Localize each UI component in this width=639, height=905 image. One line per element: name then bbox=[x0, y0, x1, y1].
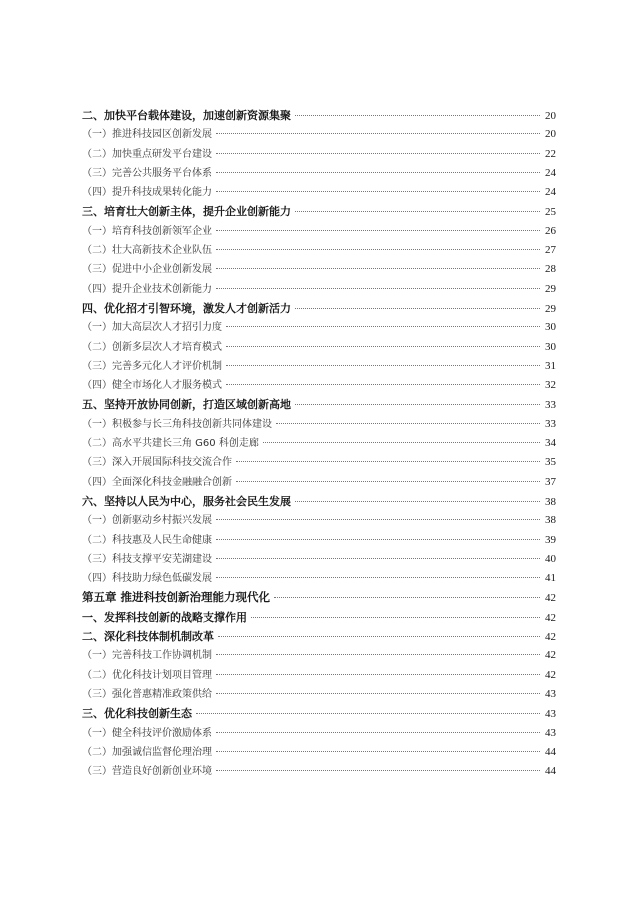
toc-entry-page-number: 32 bbox=[545, 379, 556, 392]
toc-entry-title: （二）科技惠及人民生命健康 bbox=[82, 534, 212, 546]
toc-entry-page-number: 42 bbox=[545, 631, 556, 644]
toc-entry-title: 二、深化科技体制机制改革 bbox=[82, 630, 214, 644]
toc-entry-page-number: 25 bbox=[545, 206, 556, 219]
toc-entry-page-number: 24 bbox=[545, 186, 556, 199]
toc-entry-page-number: 33 bbox=[545, 399, 556, 412]
toc-section-entry[interactable] bbox=[82, 395, 556, 414]
toc-entry-title: （二）高水平共建长三角 G60 科创走廊 bbox=[82, 438, 259, 450]
toc-entry-title: （三）完善多元化人才评价机制 bbox=[82, 360, 222, 372]
dot-leader bbox=[295, 501, 540, 502]
toc-subsection-entry[interactable] bbox=[82, 241, 556, 260]
dot-leader bbox=[216, 577, 540, 578]
toc-entry-title: （三）促进中小企业创新发展 bbox=[82, 264, 212, 276]
toc-entry-page-number: 42 bbox=[545, 668, 556, 681]
toc-entry-page-number: 39 bbox=[545, 533, 556, 546]
table-of-contents bbox=[82, 106, 556, 781]
toc-entry-title: （四）科技助力绿色低碳发展 bbox=[82, 573, 212, 585]
dot-leader bbox=[216, 539, 540, 540]
toc-entry-page-number: 35 bbox=[545, 456, 556, 469]
toc-subsection-entry[interactable] bbox=[82, 434, 556, 453]
dot-leader bbox=[216, 268, 540, 269]
toc-subsection-entry[interactable] bbox=[82, 125, 556, 144]
toc-entry-title: 三、优化科技创新生态 bbox=[82, 707, 192, 721]
toc-subsection-entry[interactable] bbox=[82, 280, 556, 299]
dot-leader bbox=[216, 249, 540, 250]
toc-entry-page-number: 20 bbox=[545, 110, 556, 122]
toc-entry-page-number: 20 bbox=[545, 128, 556, 141]
toc-entry-title: （三）科技支撑平安芜湖建设 bbox=[82, 553, 212, 565]
dot-leader bbox=[216, 288, 540, 289]
toc-entry-page-number: 26 bbox=[545, 224, 556, 237]
dot-leader bbox=[226, 326, 540, 327]
dot-leader bbox=[196, 713, 540, 714]
dot-leader bbox=[295, 211, 540, 212]
toc-subsection-entry[interactable] bbox=[82, 531, 556, 550]
toc-subsection-entry[interactable] bbox=[82, 569, 556, 588]
toc-entry-title: （三）营造良好创新创业环境 bbox=[82, 766, 212, 778]
toc-subsection-entry[interactable] bbox=[82, 473, 556, 492]
toc-entry-page-number: 33 bbox=[545, 417, 556, 430]
dot-leader bbox=[226, 365, 540, 366]
toc-entry-page-number: 34 bbox=[545, 437, 556, 450]
toc-entry-page-number: 42 bbox=[545, 611, 556, 624]
toc-entry-title: （一）推进科技园区创新发展 bbox=[82, 129, 212, 141]
toc-subsection-entry[interactable] bbox=[82, 511, 556, 530]
toc-entry-page-number: 43 bbox=[545, 687, 556, 700]
toc-entry-page-number: 29 bbox=[545, 282, 556, 295]
toc-entry-title: （一）创新驱动乡村振兴发展 bbox=[82, 515, 212, 527]
toc-subsection-entry[interactable] bbox=[82, 145, 556, 164]
dot-leader bbox=[295, 115, 540, 116]
toc-entry-page-number: 29 bbox=[545, 302, 556, 315]
dot-leader bbox=[216, 519, 540, 520]
toc-entry-title: （四）提升企业技术创新能力 bbox=[82, 283, 212, 295]
toc-subsection-entry[interactable] bbox=[82, 646, 556, 665]
toc-entry-title: 四、优化招才引智环境，激发人才创新活力 bbox=[82, 301, 291, 315]
toc-subsection-entry[interactable] bbox=[82, 357, 556, 376]
toc-entry-title: （三）强化普惠精准政策供给 bbox=[82, 688, 212, 700]
toc-entry-page-number: 41 bbox=[545, 572, 556, 585]
toc-entry-title: （一）积极参与长三角科技创新共同体建设 bbox=[82, 418, 272, 430]
toc-section-entry[interactable] bbox=[82, 106, 556, 125]
dot-leader bbox=[295, 404, 540, 405]
toc-entry-page-number: 44 bbox=[545, 745, 556, 758]
toc-section-entry[interactable] bbox=[82, 299, 556, 318]
dot-leader bbox=[216, 654, 540, 655]
toc-chapter-entry[interactable] bbox=[82, 588, 556, 607]
dot-leader bbox=[226, 346, 540, 347]
dot-leader bbox=[236, 461, 540, 462]
toc-entry-page-number: 42 bbox=[545, 649, 556, 662]
toc-entry-page-number: 37 bbox=[545, 475, 556, 488]
toc-entry-title: （四）全面深化科技金融融合创新 bbox=[82, 476, 232, 488]
dot-leader bbox=[216, 558, 540, 559]
toc-entry-title: （四）提升科技成果转化能力 bbox=[82, 187, 212, 199]
toc-entry-page-number: 38 bbox=[545, 495, 556, 508]
dot-leader bbox=[274, 597, 540, 598]
toc-entry-title: 六、坚持以人民为中心，服务社会民生发展 bbox=[82, 494, 291, 508]
dot-leader bbox=[216, 732, 540, 733]
toc-section-entry[interactable] bbox=[82, 627, 556, 646]
dot-leader bbox=[295, 308, 540, 309]
dot-leader bbox=[216, 770, 540, 771]
toc-entry-page-number: 22 bbox=[545, 147, 556, 160]
dot-leader bbox=[218, 636, 540, 637]
dot-leader bbox=[216, 693, 540, 694]
toc-entry-title: 五、坚持开放协同创新，打造区域创新高地 bbox=[82, 398, 291, 412]
dot-leader bbox=[236, 481, 540, 482]
dot-leader bbox=[216, 153, 540, 154]
dot-leader bbox=[216, 172, 540, 173]
toc-subsection-entry[interactable] bbox=[82, 318, 556, 337]
dot-leader bbox=[216, 230, 540, 231]
toc-subsection-entry[interactable] bbox=[82, 222, 556, 241]
toc-entry-title: （二）优化科技计划项目管理 bbox=[82, 669, 212, 681]
toc-entry-page-number: 31 bbox=[545, 359, 556, 372]
toc-entry-title: （三）深入开展国际科技交流合作 bbox=[82, 457, 232, 469]
toc-section-entry[interactable] bbox=[82, 202, 556, 221]
toc-entry-page-number: 42 bbox=[545, 592, 556, 605]
toc-section-entry[interactable] bbox=[82, 704, 556, 723]
dot-leader bbox=[216, 674, 540, 675]
toc-entry-page-number: 40 bbox=[545, 552, 556, 565]
dot-leader bbox=[251, 617, 540, 618]
toc-subsection-entry[interactable] bbox=[82, 666, 556, 685]
toc-entry-page-number: 43 bbox=[545, 726, 556, 739]
toc-subsection-entry[interactable] bbox=[82, 762, 556, 781]
dot-leader bbox=[263, 442, 540, 443]
toc-entry-page-number: 28 bbox=[545, 263, 556, 276]
toc-entry-title: 一、发挥科技创新的战略支撑作用 bbox=[82, 610, 247, 624]
toc-entry-title: （二）创新多层次人才培育模式 bbox=[82, 341, 222, 353]
toc-subsection-entry[interactable] bbox=[82, 376, 556, 395]
toc-entry-page-number: 38 bbox=[545, 514, 556, 527]
toc-entry-page-number: 24 bbox=[545, 166, 556, 179]
toc-entry-title: （二）壮大高新技术企业队伍 bbox=[82, 245, 212, 257]
toc-entry-title: （二）加快重点研发平台建设 bbox=[82, 148, 212, 160]
dot-leader bbox=[276, 423, 540, 424]
toc-entry-title: 第五章 推进科技创新治理能力现代化 bbox=[82, 590, 271, 605]
toc-entry-title: （一）完善科技工作协调机制 bbox=[82, 650, 212, 662]
toc-entry-title: （四）健全市场化人才服务模式 bbox=[82, 380, 222, 392]
toc-entry-title: （二）加强诚信监督伦理治理 bbox=[82, 746, 212, 758]
toc-subsection-entry[interactable] bbox=[82, 164, 556, 183]
toc-subsection-entry[interactable] bbox=[82, 453, 556, 472]
toc-entry-page-number: 30 bbox=[545, 340, 556, 353]
toc-entry-title: （一）健全科技评价激励体系 bbox=[82, 727, 212, 739]
toc-entry-page-number: 44 bbox=[545, 765, 556, 778]
toc-subsection-entry[interactable] bbox=[82, 260, 556, 279]
toc-subsection-entry[interactable] bbox=[82, 743, 556, 762]
toc-subsection-entry[interactable] bbox=[82, 685, 556, 704]
toc-entry-page-number: 27 bbox=[545, 244, 556, 257]
toc-section-entry[interactable] bbox=[82, 608, 556, 627]
toc-entry-title: 三、培育壮大创新主体，提升企业创新能力 bbox=[82, 205, 291, 219]
toc-entry-page-number: 30 bbox=[545, 321, 556, 334]
toc-subsection-entry[interactable] bbox=[82, 338, 556, 357]
toc-subsection-entry[interactable] bbox=[82, 415, 556, 434]
toc-subsection-entry[interactable] bbox=[82, 183, 556, 202]
toc-entry-page-number: 43 bbox=[545, 708, 556, 721]
toc-section-entry[interactable] bbox=[82, 492, 556, 511]
toc-entry-title: 二、加快平台载体建设，加速创新资源集聚 bbox=[82, 109, 291, 122]
toc-subsection-entry[interactable] bbox=[82, 724, 556, 743]
toc-subsection-entry[interactable] bbox=[82, 550, 556, 569]
dot-leader bbox=[216, 751, 540, 752]
dot-leader bbox=[216, 133, 540, 134]
toc-entry-title: （三）完善公共服务平台体系 bbox=[82, 167, 212, 179]
dot-leader bbox=[216, 191, 540, 192]
dot-leader bbox=[226, 384, 540, 385]
toc-entry-title: （一）培育科技创新领军企业 bbox=[82, 225, 212, 237]
toc-entry-title: （一）加大高层次人才招引力度 bbox=[82, 322, 222, 334]
